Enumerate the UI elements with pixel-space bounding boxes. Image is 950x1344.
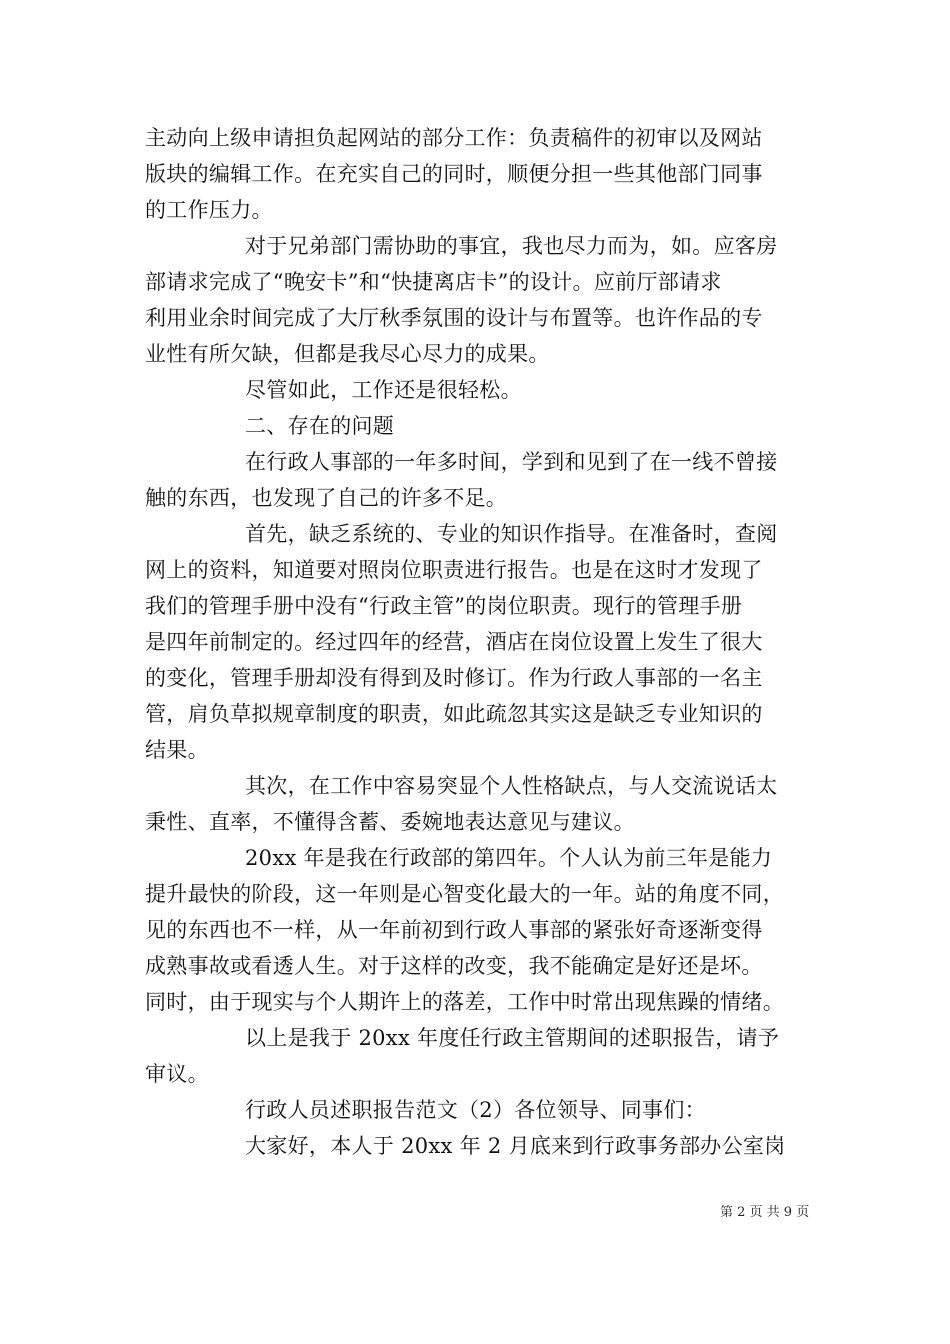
text-line: 是四年前制定的。经过四年的经营，酒店在岗位设置上发生了很大 xyxy=(145,630,763,654)
page-number: 第 2 页 共 9 页 xyxy=(720,1205,810,1220)
text-line: 首先，缺乏系统的、专业的知识作指导。在准备时，查阅 xyxy=(245,522,778,546)
text-line: 20xx 年是我在行政部的第四年。个人认为前三年是能力 xyxy=(245,846,773,870)
text-line: 见的东西也不一样，从一年前初到行政人事部的紧张好奇逐渐变得 xyxy=(145,918,763,942)
text-line: 部请求完成了“晚安卡”和“快捷离店卡”的设计。应前厅部请求 xyxy=(145,270,722,294)
text-line: 秉性、直率，不懂得含蓄、委婉地表达意见与建议。 xyxy=(145,810,635,834)
text-line: 网上的资料，知道要对照岗位职责进行报告。也是在这时才发现了 xyxy=(145,558,763,582)
text-line: 利用业余时间完成了大厅秋季氛围的设计与布置等。也许作品的专 xyxy=(145,306,763,330)
text-line: 成熟事故或看透人生。对于这样的改变，我不能确定是好还是坏。 xyxy=(145,954,763,978)
text-line: 管，肩负草拟规章制度的职责，如此疏忽其实这是缺乏专业知识的 xyxy=(145,702,763,726)
text-line: 业性有所欠缺，但都是我尽心尽力的成果。 xyxy=(145,342,550,366)
text-line: 对于兄弟部门需协助的事宜，我也尽力而为，如。应客房 xyxy=(245,234,778,258)
text-line: 主动向上级申请担负起网站的部分工作：负责稿件的初审以及网站 xyxy=(145,126,763,150)
text-line: 的变化，管理手册却没有得到及时修订。作为行政人事部的一名主 xyxy=(145,666,763,690)
text-line: 的工作压力。 xyxy=(145,198,273,222)
text-line: 其次，在工作中容易突显个人性格缺点，与人交流说话太 xyxy=(245,774,778,798)
text-line: 行政人员述职报告范文（2）各位领导、同事们： xyxy=(245,1098,706,1122)
text-line: 结果。 xyxy=(145,738,209,762)
text-line: 以上是我于 20xx 年度任行政主管期间的述职报告，请予 xyxy=(245,1026,780,1050)
text-line: 在行政人事部的一年多时间，学到和见到了在一线不曾接 xyxy=(245,450,778,474)
text-line: 大家好，本人于 20xx 年 2 月底来到行政事务部办公室岗 xyxy=(245,1134,786,1158)
text-line: 触的东西，也发现了自己的许多不足。 xyxy=(145,486,508,510)
text-line: 二、存在的问题 xyxy=(245,414,395,438)
text-line: 同时，由于现实与个人期许上的落差，工作中时常出现焦躁的情绪。 xyxy=(145,990,784,1014)
text-line: 审议。 xyxy=(145,1062,209,1086)
document-body xyxy=(145,120,810,1164)
text-line: 我们的管理手册中没有“行政主管”的岗位职责。现行的管理手册 xyxy=(145,594,743,618)
text-line: 提升最快的阶段，这一年则是心智变化最大的一年。站的角度不同， xyxy=(145,882,784,906)
text-line: 版块的编辑工作。在充实自己的同时，顺便分担一些其他部门同事 xyxy=(145,162,763,186)
text-line: 尽管如此，工作还是很轻松。 xyxy=(245,378,522,402)
